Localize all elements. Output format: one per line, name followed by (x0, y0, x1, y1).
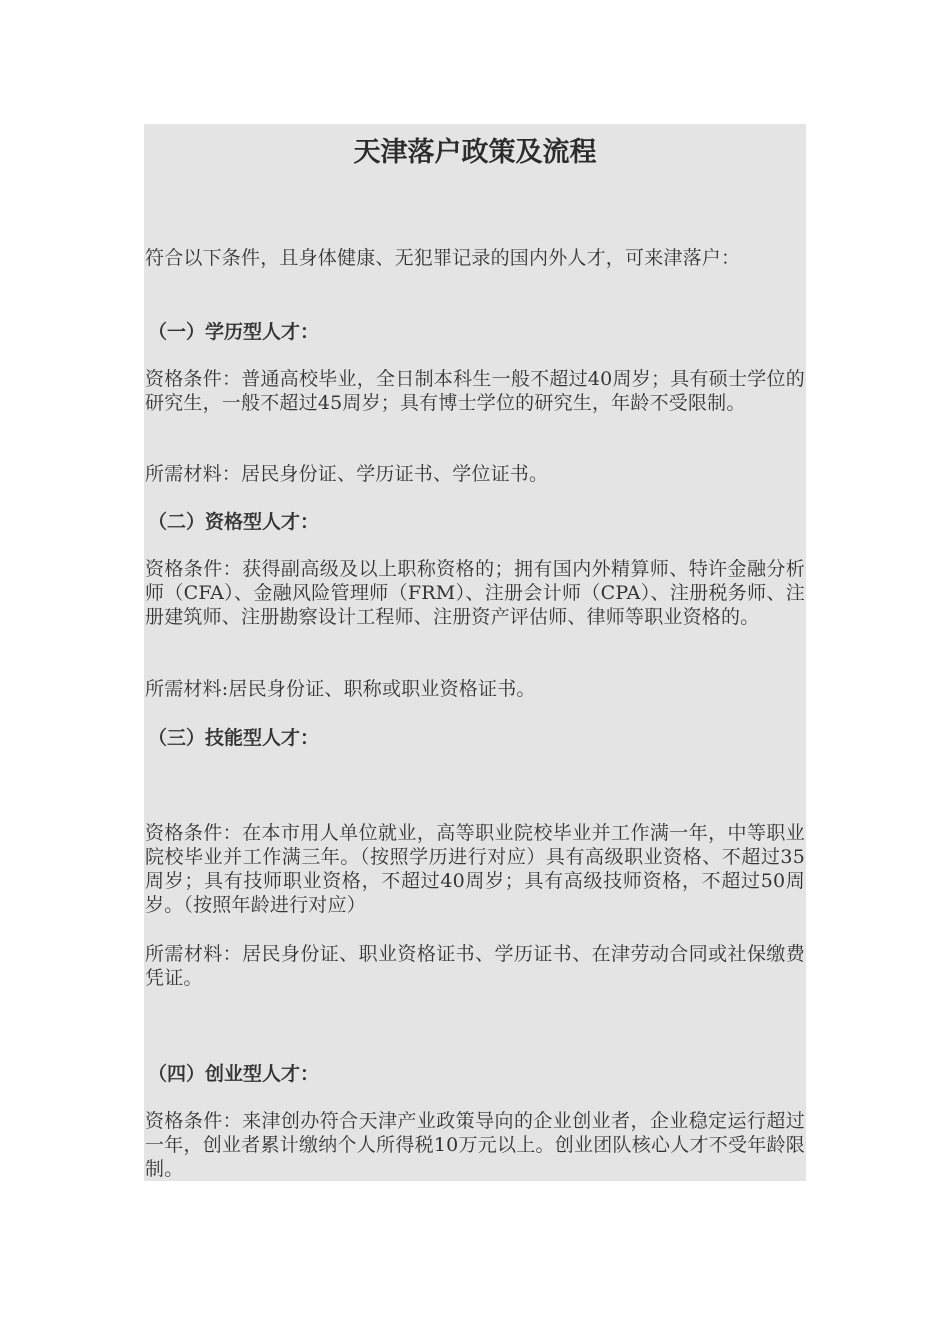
document-page (144, 124, 806, 1181)
section-1-heading: （一）学历型人才： (148, 321, 320, 343)
section-2-qualification: 资格条件：获得副高级及以上职称资格的；拥有国内外精算师、特许金融分析师（CFA）、金融风险管理师（FRM）、注册会计师（CPA）、注册税务师、注册建筑师、注册勘察设计工程师、注册资产评估师、律师等职业资格的。 (145, 558, 805, 628)
intro-paragraph: 符合以下条件，且身体健康、无犯罪记录的国内外人才，可来津落户： (145, 247, 741, 269)
section-1-qualification: 资格条件：普通高校毕业，全日制本科生一般不超过40周岁；具有硕士学位的研究生，一般不超过45周岁；具有博士学位的研究生，年龄不受限制。 (145, 368, 805, 414)
section-3-materials: 所需材料：居民身份证、职业资格证书、学历证书、在津劳动合同或社保缴费凭证。 (145, 943, 805, 989)
section-3-qualification: 资格条件：在本市用人单位就业，高等职业院校毕业并工作满一年，中等职业院校毕业并工作满三年。（按照学历进行对应）具有高级职业资格、不超过35周岁；具有技师职业资格，不超过40周岁；具有高级技师资格，不超过50周岁。（按照年龄进行对应） (145, 822, 805, 916)
section-4-qualification: 资格条件：来津创办符合天津产业政策导向的企业创业者，企业稳定运行超过一年，创业者累计缴纳个人所得税10万元以上。创业团队核心人才不受年龄限制。 (145, 1110, 805, 1180)
section-3-heading: （三）技能型人才： (148, 727, 320, 749)
document-title: 天津落户政策及流程 (353, 137, 597, 168)
section-2-heading: （二）资格型人才： (148, 511, 320, 533)
section-1-materials: 所需材料：居民身份证、学历证书、学位证书。 (145, 463, 549, 485)
section-2-materials: 所需材料:居民身份证、职称或职业资格证书。 (145, 678, 536, 700)
section-4-heading: （四）创业型人才： (148, 1063, 320, 1085)
